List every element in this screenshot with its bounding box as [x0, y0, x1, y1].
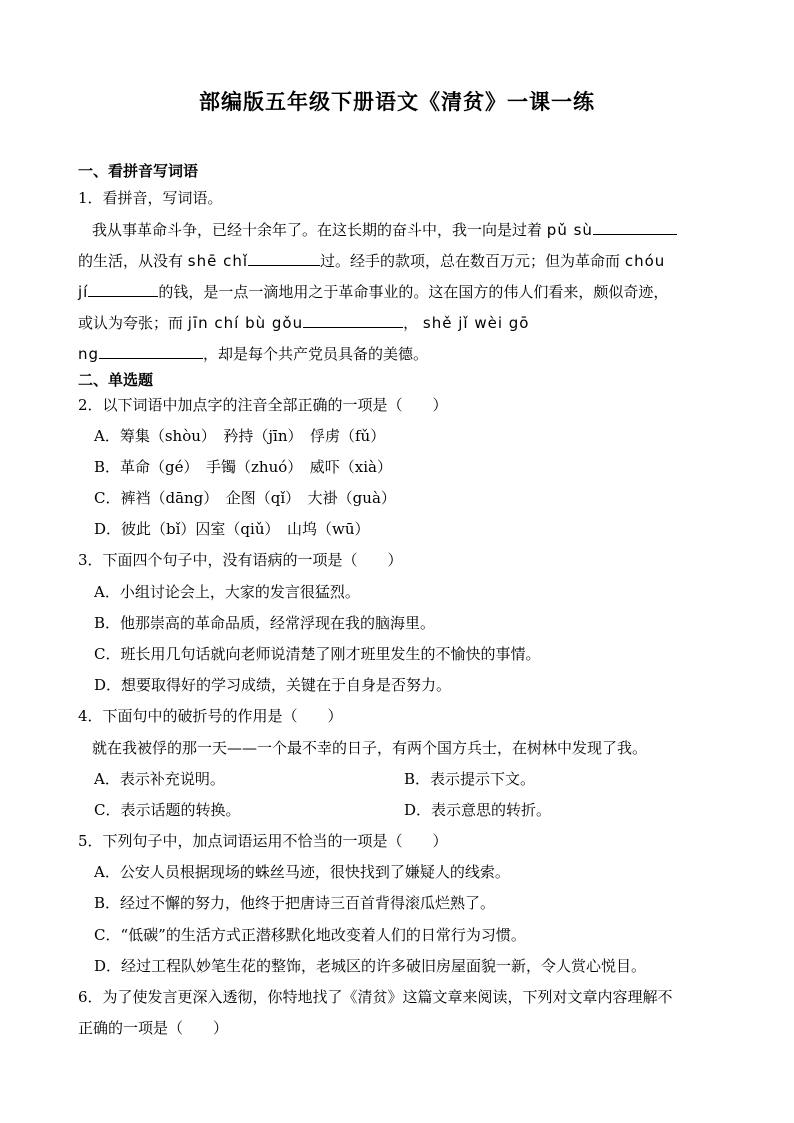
section-heading-2: 二、单选题: [78, 371, 154, 389]
answer-blank-1[interactable]: [593, 219, 677, 235]
question-4-option-b[interactable]: B．表示提示下文。: [404, 770, 536, 788]
q1-text: ，: [403, 314, 419, 332]
question-2-option-d[interactable]: D．彼此（bǐ）囚室（qiǔ） 山坞（wū）: [94, 520, 370, 538]
pinyin-1: pǔ sù: [546, 221, 593, 239]
question-3-option-a[interactable]: A．小组讨论会上，大家的发言很猛烈。: [94, 583, 360, 601]
question-2-option-b[interactable]: B．革命（gé） 手镯（zhuó） 威吓（xià）: [94, 458, 392, 476]
page-title: 部编版五年级下册语文《清贫》一课一练: [199, 89, 595, 114]
question-2-option-a[interactable]: A．筹集（shòu） 矜持（jīn） 俘虏（fǔ）: [94, 427, 386, 445]
question-2-option-c[interactable]: C．裤裆（dāng） 企图（qǐ） 大褂（guà）: [94, 489, 396, 507]
question-6-stem-line-2: 正确的一项是（ ）: [78, 1019, 229, 1037]
question-5-option-c[interactable]: C．“低碳”的生活方式正潜移默化地改变着人们的日常行为习惯。: [94, 926, 526, 944]
question-5-option-a[interactable]: A．公安人员根据现场的蛛丝马迹，很快找到了嫌疑人的线索。: [94, 863, 510, 881]
pinyin-3b: jí: [78, 283, 89, 301]
q1-text: 的生活，从没有: [78, 252, 184, 270]
question-1-stem: 1．看拼音，写词语。: [78, 189, 223, 207]
question-1-line-1: [92, 219, 677, 240]
answer-blank-2[interactable]: [248, 250, 320, 266]
question-1-line-2: [78, 250, 665, 271]
pinyin-2: shē chǐ: [187, 252, 249, 270]
question-3-option-d[interactable]: D．想要取得好的学习成绩，关键在于自身是否努力。: [94, 676, 452, 694]
q1-text: 过。经手的款项，总在数百万元；但为革命而: [320, 252, 621, 270]
question-4-stem: 4．下面句中的破折号的作用是（ ）: [78, 707, 343, 725]
question-5-stem: 5．下列句子中，加点词语运用不恰当的一项是（ ）: [78, 832, 448, 850]
question-4-sentence: 就在我被俘的那一天——一个最不幸的日子，有两个国方兵士，在树林中发现了我。: [92, 739, 648, 757]
question-6-stem-line-1: 6．为了使发言更深入透彻，你特地找了《清贫》这篇文章来阅读，下列对文章内容理解不: [78, 988, 673, 1006]
answer-blank-4[interactable]: [303, 312, 403, 328]
question-3-option-b[interactable]: B．他那崇高的革命品质，经常浮现在我的脑海里。: [94, 614, 436, 632]
answer-blank-3[interactable]: [88, 281, 158, 297]
question-1-line-4: [78, 312, 529, 333]
q1-text: 的钱，是一点一滴地用之于革命事业的。这在国方的伟人们看来，颇似奇迹，: [158, 283, 669, 301]
q1-text: 我从事革命斗争，已经十余年了。在这长期的奋斗中，我一向是过着: [92, 221, 543, 239]
question-4-option-c[interactable]: C．表示话题的转换。: [94, 801, 241, 819]
question-4-option-a[interactable]: A．表示补充说明。: [94, 770, 225, 788]
question-5-option-b[interactable]: B．经过不懈的努力，他终于把唐诗三百首背得滚瓜烂熟了。: [94, 894, 496, 912]
pinyin-3a: chóu: [624, 252, 666, 270]
question-1-line-5: [78, 343, 428, 364]
question-3-stem: 3．下面四个句子中，没有语病的一项是（ ）: [78, 551, 403, 569]
q1-text: 或认为夸张；而: [78, 314, 184, 332]
section-heading-1: 一、看拼音写词语: [78, 162, 199, 180]
question-1-line-3: [78, 281, 668, 302]
question-3-option-c[interactable]: C．班长用几句话就向老师说清楚了刚才班里发生的不愉快的事情。: [94, 645, 541, 663]
question-4-option-d[interactable]: D．表示意思的转折。: [404, 801, 552, 819]
q1-text: ，却是每个共产党员具备的美德。: [203, 345, 429, 363]
pinyin-5a: shě jǐ wèi gō: [422, 314, 530, 332]
question-2-stem: 2．以下词语中加点字的注音全部正确的一项是（ ）: [78, 396, 448, 414]
question-5-option-d[interactable]: D．经过工程队妙笔生花的整饰，老城区的许多破旧房屋面貌一新，令人赏心悦目。: [94, 957, 647, 975]
pinyin-5b: ng: [78, 345, 100, 363]
answer-blank-5[interactable]: [99, 343, 203, 359]
pinyin-4: jīn chí bù gǒu: [187, 314, 304, 332]
